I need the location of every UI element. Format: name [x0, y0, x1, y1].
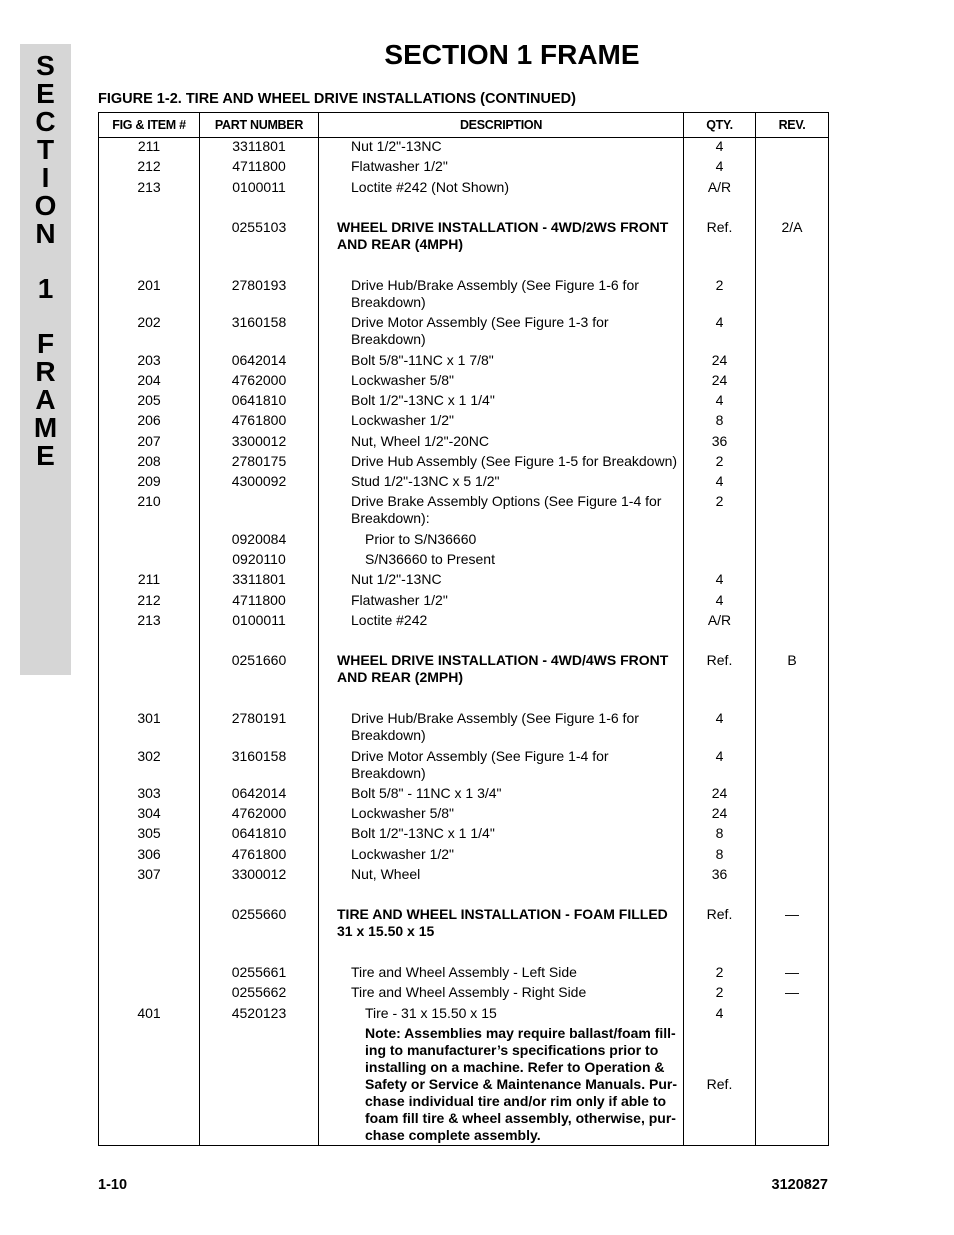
part-number-cell: 4711800: [232, 592, 286, 608]
qty-cell: 24: [711, 352, 728, 368]
rev-cell: B: [787, 652, 797, 668]
fig-item-cell: 203: [137, 352, 161, 368]
description-cell: Flatwasher 1/2": [351, 592, 448, 608]
fig-item-cell: 211: [137, 138, 161, 154]
description-cell: Drive Motor Assembly (See Figure 1-4 for Breakdown): [351, 748, 609, 781]
part-number-cell: 4520123: [231, 1005, 287, 1021]
fig-item-cell: 303: [137, 785, 161, 801]
fig-item-cell: 209: [137, 473, 161, 489]
part-number-cell: 2780193: [231, 277, 287, 293]
page-number: 1-10: [98, 1177, 128, 1193]
fig-item-cell: 202: [137, 314, 161, 330]
qty-cell: 4: [715, 158, 724, 174]
rev-cell: —: [785, 984, 799, 1000]
part-number-cell: 3311801: [232, 571, 286, 587]
part-number-cell: 4711800: [232, 158, 286, 174]
side-tab-letter: N: [35, 218, 56, 249]
qty-cell: 4: [715, 473, 724, 489]
header-part-number: PART NUMBER: [214, 118, 304, 132]
qty-cell: 4: [715, 392, 724, 408]
description-cell: Lockwasher 1/2": [351, 846, 455, 862]
description-cell: Tire - 31 x 15.50 x 15: [365, 1005, 497, 1021]
part-number-cell: 0255660: [231, 906, 287, 922]
qty-cell: Ref.: [706, 219, 733, 235]
figure-title: FIGURE 1-2. TIRE AND WHEEL DRIVE INSTALLATIONS (CONTINUED): [98, 91, 576, 107]
side-tab-letter: I: [41, 162, 50, 193]
fig-item-cell: 210: [137, 493, 161, 509]
fig-item-cell: 305: [137, 825, 161, 841]
description-cell: Stud 1/2"-13NC x 5 1/2": [351, 473, 500, 489]
side-tab-letter: T: [36, 134, 55, 165]
description-cell: S/N36660 to Present: [365, 551, 495, 567]
side-tab-letter: S: [36, 50, 55, 81]
qty-cell: 8: [715, 825, 724, 841]
fig-item-cell: 205: [137, 392, 161, 408]
side-tab-letter: F: [36, 328, 55, 359]
qty-cell: Ref.: [706, 906, 733, 922]
part-number-cell: 0641810: [231, 825, 287, 841]
part-number-cell: 4761800: [231, 412, 287, 428]
fig-item-cell: 401: [137, 1005, 161, 1021]
qty-cell: 36: [711, 433, 728, 449]
qty-cell: 36: [711, 866, 728, 882]
header-description: DESCRIPTION: [459, 118, 543, 132]
qty-cell: 4: [715, 710, 724, 726]
qty-cell: 4: [715, 571, 724, 587]
description-cell: WHEEL DRIVE INSTALLATION - 4WD/2WS FRONT AND REAR (4MPH): [337, 219, 669, 252]
fig-item-cell: 204: [137, 372, 161, 388]
description-cell: Nut, Wheel 1/2"-20NC: [351, 433, 490, 449]
side-tab-letter: O: [34, 190, 57, 221]
header-rev: REV.: [778, 118, 806, 132]
qty-cell: Ref.: [706, 652, 733, 668]
description-cell: WHEEL DRIVE INSTALLATION - 4WD/4WS FRONT AND REAR (2MPH): [337, 652, 669, 685]
description-cell: Tire and Wheel Assembly - Left Side: [351, 964, 577, 980]
part-number-cell: 4761800: [231, 846, 287, 862]
description-cell: Bolt 1/2"-13NC x 1 1/4": [351, 825, 495, 841]
fig-item-cell: 213: [137, 612, 161, 628]
document-number: 3120827: [771, 1177, 828, 1193]
part-number-cell: 0641810: [231, 392, 287, 408]
part-number-cell: 0255661: [231, 964, 287, 980]
description-cell: Drive Hub Assembly (See Figure 1-5 for Breakdown): [351, 453, 678, 469]
qty-cell: 24: [711, 785, 728, 801]
rev-cell: —: [785, 906, 799, 922]
qty-cell: A/R: [707, 612, 732, 628]
fig-item-cell: 211: [137, 571, 161, 587]
part-number-cell: 3160158: [231, 748, 287, 764]
qty-cell: 2: [715, 964, 724, 980]
description-cell: Lockwasher 5/8": [351, 805, 455, 821]
fig-item-cell: 208: [137, 453, 161, 469]
fig-item-cell: 212: [137, 592, 161, 608]
part-number-cell: 3300012: [231, 433, 287, 449]
qty-cell: 2: [715, 493, 724, 509]
description-cell: Nut 1/2"-13NC: [351, 138, 442, 154]
qty-cell: 8: [715, 846, 724, 862]
description-cell: Note: Assemblies may require ballast/foam fill-ing to manufacturer’s specifications prior to installing on a machine. Refer to Operation & Safety or Service & Maintenance Manuals. Pur-chase individual tire and/or rim only if able to foam fill tire & wheel assembly, otherwise, pur-chase complete assembly.: [365, 1025, 677, 1143]
part-number-cell: 0100011: [232, 612, 286, 628]
part-number-cell: 0920110: [232, 551, 286, 567]
part-number-cell: 3160158: [231, 314, 287, 330]
side-tab-letter: 1: [37, 273, 54, 304]
section-title-text: SECTION 1 FRAME: [384, 39, 640, 70]
parts-table: [98, 112, 829, 1146]
part-number-cell: 0251660: [231, 652, 287, 668]
qty-cell: 4: [715, 1005, 724, 1021]
qty-cell: 2: [715, 984, 724, 1000]
description-cell: Bolt 1/2"-13NC x 1 1/4": [351, 392, 495, 408]
description-cell: Bolt 5/8"-11NC x 1 7/8": [351, 352, 494, 368]
qty-cell: 24: [711, 372, 728, 388]
qty-cell: 2: [715, 453, 724, 469]
side-tab-letters: [20, 52, 71, 470]
part-number-cell: 4762000: [231, 372, 287, 388]
qty-cell: 8: [715, 412, 724, 428]
description-cell: Tire and Wheel Assembly - Right Side: [351, 984, 587, 1000]
fig-item-cell: 206: [137, 412, 161, 428]
part-number-cell: 3300012: [231, 866, 287, 882]
description-cell: Bolt 5/8" - 11NC x 1 3/4": [351, 785, 502, 801]
qty-cell: 4: [715, 592, 724, 608]
side-tab-letter: E: [36, 78, 55, 109]
side-tab-letter: M: [33, 412, 58, 443]
description-cell: Flatwasher 1/2": [351, 158, 448, 174]
description-cell: Loctite #242 (Not Shown): [351, 179, 509, 195]
fig-item-cell: 302: [137, 748, 161, 764]
description-cell: Drive Motor Assembly (See Figure 1-3 for Breakdown): [351, 314, 609, 347]
description-cell: Drive Hub/Brake Assembly (See Figure 1-6 for Breakdown): [351, 277, 639, 310]
description-cell: Loctite #242: [351, 612, 428, 628]
part-number-cell: 0642014: [231, 785, 287, 801]
description-cell: Lockwasher 1/2": [351, 412, 455, 428]
description-cell: Drive Brake Assembly Options (See Figure 1-4 for Breakdown):: [351, 493, 662, 526]
qty-cell: A/R: [707, 179, 732, 195]
rev-cell: —: [785, 964, 799, 980]
part-number-cell: 3311801: [232, 138, 286, 154]
description-cell: Drive Hub/Brake Assembly (See Figure 1-6 for Breakdown): [351, 710, 639, 743]
description-cell: Nut, Wheel: [351, 866, 421, 882]
rev-cell: 2/A: [781, 219, 803, 235]
part-number-cell: 4300092: [231, 473, 287, 489]
fig-item-cell: 307: [137, 866, 161, 882]
description-cell: Lockwasher 5/8": [351, 372, 455, 388]
description-cell: TIRE AND WHEEL INSTALLATION - FOAM FILLED 31 x 15.50 x 15: [337, 906, 668, 939]
side-tab-letter: E: [36, 440, 55, 471]
side-tab-letter: R: [35, 356, 56, 387]
fig-item-cell: 201: [137, 277, 161, 293]
side-tab-letter: C: [35, 106, 56, 137]
qty-cell: 2: [715, 277, 724, 293]
fig-item-cell: 306: [137, 846, 161, 862]
part-number-cell: 0920084: [231, 531, 287, 547]
page-title: [0, 38, 954, 72]
part-number-cell: 0642014: [231, 352, 287, 368]
side-tab-letter: A: [35, 384, 56, 415]
qty-cell: Ref.: [706, 1076, 733, 1092]
fig-item-cell: 213: [137, 179, 161, 195]
part-number-cell: 4762000: [231, 805, 287, 821]
part-number-cell: 0255662: [231, 984, 287, 1000]
section-side-tab: [20, 44, 71, 675]
description-cell: Prior to S/N36660: [365, 531, 477, 547]
header-fig-item: FIG & ITEM #: [112, 118, 186, 132]
qty-cell: 4: [715, 138, 724, 154]
part-number-cell: 2780191: [231, 710, 287, 726]
header-qty: QTY.: [706, 118, 733, 132]
fig-item-cell: 301: [137, 710, 161, 726]
part-number-cell: 0255103: [231, 219, 287, 235]
part-number-cell: 2780175: [231, 453, 287, 469]
fig-item-cell: 304: [137, 805, 161, 821]
qty-cell: 4: [715, 314, 724, 330]
qty-cell: 4: [715, 748, 724, 764]
fig-item-cell: 212: [137, 158, 161, 174]
part-number-cell: 0100011: [232, 179, 286, 195]
qty-cell: 24: [711, 805, 728, 821]
fig-item-cell: 207: [137, 433, 161, 449]
description-cell: Nut 1/2"-13NC: [351, 571, 442, 587]
